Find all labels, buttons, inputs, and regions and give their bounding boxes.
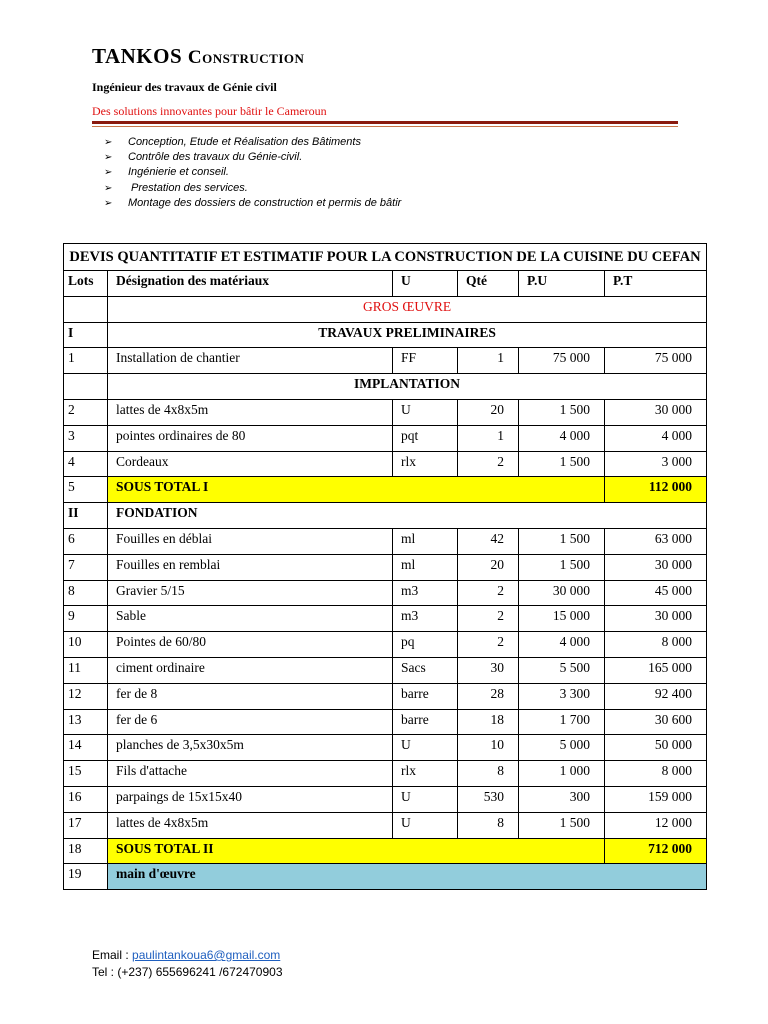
lot-cell: 12 [64,683,108,709]
designation-cell: parpaings de 15x15x40 [108,786,393,812]
unit-price-cell: 300 [519,786,605,812]
designation-cell: Fouilles en déblai [108,528,393,554]
table-row [64,554,707,580]
footer-phone: Tel : (+237) 655696241 /672470903 [92,965,283,979]
arrow-bullet-icon: ➢ [104,182,113,194]
table-row [64,812,707,838]
designation-cell: fer de 6 [108,709,393,735]
qty-cell: 20 [458,399,519,425]
unit-price-cell: 5 000 [519,735,605,761]
section-row [64,322,707,348]
table-row [64,348,707,374]
total-price-cell: 75 000 [605,348,707,374]
designation-cell: pointes ordinaires de 80 [108,425,393,451]
table-row [64,683,707,709]
table-row [64,709,707,735]
lot-cell: 1 [64,348,108,374]
table-row [64,606,707,632]
lot-cell: 5 [64,477,108,503]
section-row [64,374,707,400]
lot-cell: I [64,322,108,348]
unit-price-cell: 5 500 [519,657,605,683]
designation-cell: Pointes de 60/80 [108,632,393,658]
col-header-pu: P.U [519,271,605,297]
unit-price-cell: 1 500 [519,812,605,838]
lot-cell: 3 [64,425,108,451]
service-label: Prestation des services. [128,181,248,194]
qty-cell: 8 [458,761,519,787]
company-name-suffix: Construction [187,47,305,68]
footer-email-line [92,947,283,964]
lot-cell: 14 [64,735,108,761]
qty-cell: 28 [458,683,519,709]
unit-price-cell: 1 500 [519,451,605,477]
qty-cell: 42 [458,528,519,554]
designation-cell: Sable [108,606,393,632]
total-price-cell: 4 000 [605,425,707,451]
subtotal-label: SOUS TOTAL I [108,477,605,503]
designation-cell: Installation de chantier [108,348,393,374]
unit-cell: pq [393,632,458,658]
designation-cell: ciment ordinaire [108,657,393,683]
lot-cell: 9 [64,606,108,632]
unit-cell: U [393,812,458,838]
subtotal-value: 112 000 [605,477,707,503]
col-header-unit: U [393,271,458,297]
arrow-bullet-icon: ➢ [104,137,113,148]
lot-cell: 18 [64,838,108,864]
lot-cell: 17 [64,812,108,838]
unit-price-cell: 1 700 [519,709,605,735]
subtotal-row [64,477,707,503]
total-price-cell: 8 000 [605,632,707,658]
service-label: Montage des dossiers de construction et permis de bâtir [128,196,402,209]
arrow-bullet-icon: ➢ [104,197,113,209]
table-row [64,425,707,451]
table-header-row [64,271,707,297]
table-row [64,657,707,683]
header-divider [92,121,678,124]
service-item [104,135,401,150]
lot-cell: 2 [64,399,108,425]
col-header-lots: Lots [64,271,108,297]
total-price-cell: 30 000 [605,399,707,425]
unit-price-cell: 1 500 [519,554,605,580]
designation-cell: Cordeaux [108,451,393,477]
company-subtitle: Ingénieur des travaux de Génie civil [92,80,277,94]
unit-cell: U [393,399,458,425]
unit-cell: rlx [393,761,458,787]
service-label: Conception, Etude et Réalisation des Bâtiments [128,136,361,148]
total-price-cell: 45 000 [605,580,707,606]
total-price-cell: 50 000 [605,735,707,761]
lot-cell: 4 [64,451,108,477]
total-price-cell: 30 000 [605,606,707,632]
service-item [104,150,401,165]
qty-cell: 8 [458,812,519,838]
unit-cell: barre [393,709,458,735]
qty-cell: 30 [458,657,519,683]
unit-price-cell: 1 500 [519,528,605,554]
company-tagline: Des solutions innovantes pour bâtir le Cameroun [92,104,327,118]
lot-cell: 11 [64,657,108,683]
table-row [64,580,707,606]
lot-cell: 10 [64,632,108,658]
qty-cell: 530 [458,786,519,812]
subtotal-label: SOUS TOTAL II [108,838,605,864]
table-row [64,761,707,787]
footer-contact [92,947,283,981]
table-title: DEVIS QUANTITATIF ET ESTIMATIF POUR LA CONSTRUCTION DE LA CUISINE DU CEFAN [64,244,707,271]
unit-cell: U [393,735,458,761]
section-fondation: FONDATION [108,503,707,529]
table-row [64,528,707,554]
lot-cell: 16 [64,786,108,812]
col-header-designation: Désignation des matériaux [108,271,393,297]
designation-cell: planches de 3,5x30x5m [108,735,393,761]
header-divider-thin [92,126,678,127]
qty-cell: 18 [458,709,519,735]
table-row [64,451,707,477]
designation-cell: lattes de 4x8x5m [108,812,393,838]
section-row [64,296,707,322]
qty-cell: 2 [458,606,519,632]
qty-cell: 1 [458,425,519,451]
lot-cell: 13 [64,709,108,735]
designation-cell: lattes de 4x8x5m [108,399,393,425]
company-name [92,44,304,69]
section-gros-oeuvre: GROS ŒUVRE [108,296,707,322]
unit-cell: m3 [393,580,458,606]
qty-cell: 10 [458,735,519,761]
email-label: Email : [92,948,133,962]
unit-price-cell: 15 000 [519,606,605,632]
total-price-cell: 8 000 [605,761,707,787]
total-price-cell: 30 600 [605,709,707,735]
empty-cell [64,296,108,322]
section-travaux-preliminaires: TRAVAUX PRELIMINAIRES [108,322,707,348]
service-item [104,196,401,211]
qty-cell: 1 [458,348,519,374]
empty-cell [64,374,108,400]
subtotal-value: 712 000 [605,838,707,864]
total-price-cell: 12 000 [605,812,707,838]
table-row [64,632,707,658]
arrow-bullet-icon: ➢ [104,167,113,179]
unit-cell: FF [393,348,458,374]
unit-cell: Sacs [393,657,458,683]
qty-cell: 2 [458,580,519,606]
subtotal-row [64,838,707,864]
qty-cell: 2 [458,632,519,658]
col-header-pt: P.T [605,271,707,297]
col-header-qty: Qté [458,271,519,297]
lot-cell: 8 [64,580,108,606]
lot-cell: 15 [64,761,108,787]
total-price-cell: 92 400 [605,683,707,709]
table-title-row [64,244,707,271]
total-price-cell: 30 000 [605,554,707,580]
unit-price-cell: 1 000 [519,761,605,787]
unit-cell: m3 [393,606,458,632]
designation-cell: Fils d'attache [108,761,393,787]
unit-cell: barre [393,683,458,709]
unit-price-cell: 1 500 [519,399,605,425]
unit-price-cell: 75 000 [519,348,605,374]
labor-label: main d'œuvre [108,864,707,890]
email-link[interactable]: paulintankoua6@gmail.com [132,948,281,962]
unit-cell: U [393,786,458,812]
labor-row [64,864,707,890]
unit-price-cell: 3 300 [519,683,605,709]
service-label: Ingénierie et conseil. [128,166,229,179]
designation-cell: fer de 8 [108,683,393,709]
designation-cell: Gravier 5/15 [108,580,393,606]
total-price-cell: 165 000 [605,657,707,683]
designation-cell: Fouilles en remblai [108,554,393,580]
total-price-cell: 159 000 [605,786,707,812]
arrow-bullet-icon: ➢ [104,152,113,164]
table-row [64,399,707,425]
lot-cell: II [64,503,108,529]
unit-cell: rlx [393,451,458,477]
total-price-cell: 3 000 [605,451,707,477]
section-implantation: IMPLANTATION [108,374,707,400]
qty-cell: 20 [458,554,519,580]
lot-cell: 19 [64,864,108,890]
unit-price-cell: 4 000 [519,632,605,658]
unit-cell: ml [393,528,458,554]
company-name-main: TANKOS [92,44,183,68]
table-row [64,786,707,812]
service-item [104,165,401,180]
unit-cell: ml [393,554,458,580]
section-row [64,503,707,529]
service-item [104,181,401,196]
table-row [64,735,707,761]
services-list [104,135,401,211]
unit-cell: pqt [393,425,458,451]
estimate-table [63,243,707,890]
qty-cell: 2 [458,451,519,477]
unit-price-cell: 4 000 [519,425,605,451]
service-label: Contrôle des travaux du Génie-civil. [128,151,303,164]
unit-price-cell: 30 000 [519,580,605,606]
total-price-cell: 63 000 [605,528,707,554]
lot-cell: 7 [64,554,108,580]
lot-cell: 6 [64,528,108,554]
